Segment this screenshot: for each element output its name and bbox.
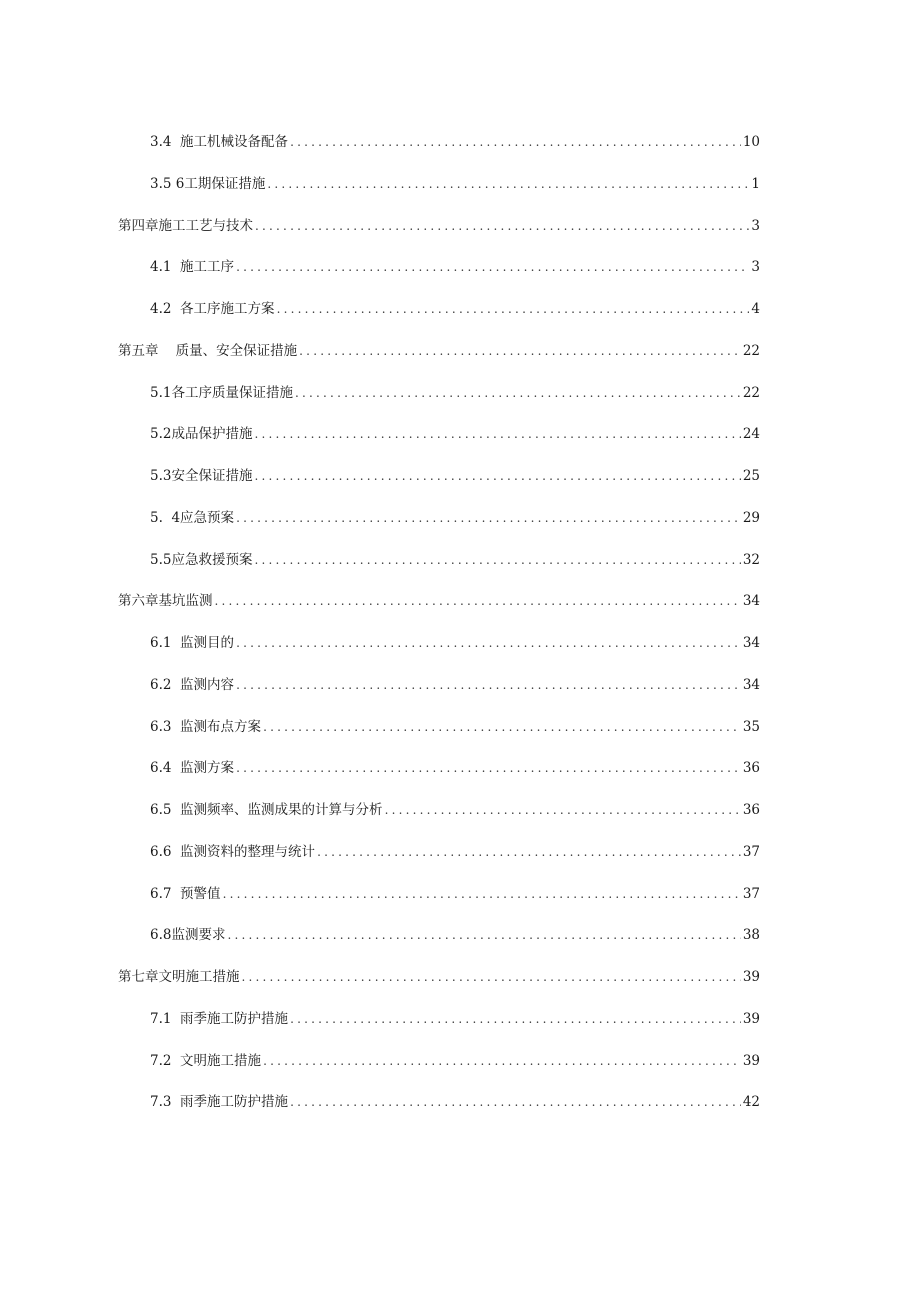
toc-entry-page-number: 36: [742, 802, 760, 818]
toc-entry-title: 4.1 施工工序: [150, 259, 235, 276]
toc-entry-title: 6.4 监测方案: [150, 760, 235, 777]
toc-entry-page-number: 35: [742, 718, 760, 735]
toc-entry: [118, 1049, 760, 1091]
toc-dot-leader: [236, 506, 741, 530]
toc-entry-page-number: 1: [751, 175, 760, 192]
toc-entry-page-number: 42: [742, 1094, 760, 1111]
toc-entry: [118, 715, 760, 757]
toc-entry-page-number: 39: [742, 1010, 760, 1027]
toc-entry-page-number: 38: [742, 927, 760, 944]
toc-entry: [118, 589, 760, 631]
toc-entry: [118, 255, 760, 297]
toc-entry: [118, 172, 760, 214]
toc-entry-title: 5.1各工序质量保证措施: [150, 384, 293, 401]
toc-dot-leader: [267, 172, 749, 196]
toc-dot-leader: [295, 381, 741, 405]
toc-dot-leader: [263, 715, 741, 739]
toc-entry-page-number: 34: [742, 593, 760, 610]
toc-entry-title: 第五章 质量、安全保证措施: [118, 342, 298, 359]
toc-dot-leader: [255, 214, 749, 238]
toc-entry-page-number: 29: [742, 509, 760, 526]
toc-entry-page-number: 34: [742, 676, 760, 693]
toc-entry: [118, 422, 760, 464]
toc-entry: [118, 631, 760, 673]
toc-dot-leader: [236, 756, 741, 780]
toc-entry-page-number: 37: [742, 843, 760, 860]
toc-entry: [118, 882, 760, 924]
toc-entry-title: 第四章施工工艺与技术: [118, 217, 253, 234]
toc-entry: [118, 214, 760, 256]
toc-entry-title: 第七章文明施工措施: [118, 969, 240, 985]
toc-entry-title: 5.2成品保护措施: [150, 426, 253, 443]
toc-dot-leader: [236, 255, 749, 279]
toc-entry-title: 6.7 预警值: [150, 885, 221, 902]
toc-entry: [118, 297, 760, 339]
toc-entry-title: 6.5 监测频率、监测成果的计算与分析: [150, 802, 383, 818]
toc-entry-page-number: 32: [742, 551, 760, 568]
toc-entry: [118, 381, 760, 423]
toc-entry-title: 5.3安全保证措施: [150, 468, 253, 484]
toc-entry: [118, 130, 760, 172]
toc-entry: [118, 756, 760, 798]
toc-entry-title: 6.3 监测布点方案: [150, 718, 262, 735]
toc-dot-leader: [290, 1090, 741, 1114]
toc-entry-page-number: 4: [751, 301, 760, 317]
toc-entry: [118, 339, 760, 381]
toc-entry: [118, 464, 760, 506]
toc-entry-page-number: 34: [742, 635, 760, 651]
toc-entry-title: 6.2 监测内容: [150, 676, 235, 693]
toc-entry-title: 5.5应急救援预案: [150, 551, 253, 568]
toc-dot-leader: [317, 840, 741, 864]
toc-dot-leader: [290, 1007, 741, 1031]
toc-dot-leader: [290, 130, 741, 154]
toc-dot-leader: [299, 339, 741, 363]
toc-entry-page-number: 24: [742, 426, 760, 443]
toc-dot-leader: [223, 882, 741, 906]
toc-dot-leader: [254, 548, 740, 572]
toc-dot-leader: [254, 422, 740, 446]
toc-entry-title: 第六章基坑监测: [118, 593, 213, 610]
toc-entry: [118, 923, 760, 965]
toc-dot-leader: [236, 673, 741, 697]
toc-entry: [118, 1007, 760, 1049]
toc-dot-leader: [385, 798, 741, 822]
toc-entry: [118, 1090, 760, 1132]
toc-dot-leader: [277, 297, 750, 321]
toc-entry-title: 7.1 雨季施工防护措施: [150, 1010, 289, 1027]
toc-entry-page-number: 3: [751, 259, 760, 276]
toc-entry-page-number: 25: [742, 468, 760, 484]
toc-entry-page-number: 22: [742, 384, 760, 401]
toc-dot-leader: [242, 965, 741, 989]
toc-entry: [118, 673, 760, 715]
toc-entry-title: 7.2 文明施工措施: [150, 1052, 262, 1069]
toc-entry: [118, 840, 760, 882]
toc-entry-title: 3.4 施工机械设备配备: [150, 134, 289, 150]
toc-entry-title: 6.8监测要求: [150, 927, 226, 944]
toc-entry: [118, 798, 760, 840]
toc-entry-title: 4.2 各工序施工方案: [150, 301, 275, 317]
toc-entry-page-number: 39: [742, 969, 760, 985]
toc-entry-page-number: 36: [742, 760, 760, 777]
toc-entry-title: 6.1 监测目的: [150, 635, 235, 651]
toc-entry-page-number: 22: [742, 342, 760, 359]
toc-entry: [118, 548, 760, 590]
toc-dot-leader: [215, 589, 741, 613]
toc-entry: [118, 506, 760, 548]
toc-entry-page-number: 3: [751, 217, 760, 234]
toc-dot-leader: [263, 1049, 741, 1073]
toc-entry-title: 5. 4应急预案: [150, 509, 235, 526]
toc-entry: [118, 965, 760, 1007]
toc-entry-page-number: 37: [742, 885, 760, 902]
toc-entry-page-number: 39: [742, 1052, 760, 1069]
toc-entry-title: 6.6 监测资料的整理与统计: [150, 843, 316, 860]
toc-dot-leader: [254, 464, 740, 488]
toc-entry-title: 3.5 6工期保证措施: [150, 175, 266, 192]
table-of-contents: [118, 130, 760, 1132]
toc-entry-page-number: 10: [742, 134, 760, 150]
toc-dot-leader: [236, 631, 741, 655]
toc-entry-title: 7.3 雨季施工防护措施: [150, 1094, 289, 1111]
toc-dot-leader: [227, 923, 740, 947]
